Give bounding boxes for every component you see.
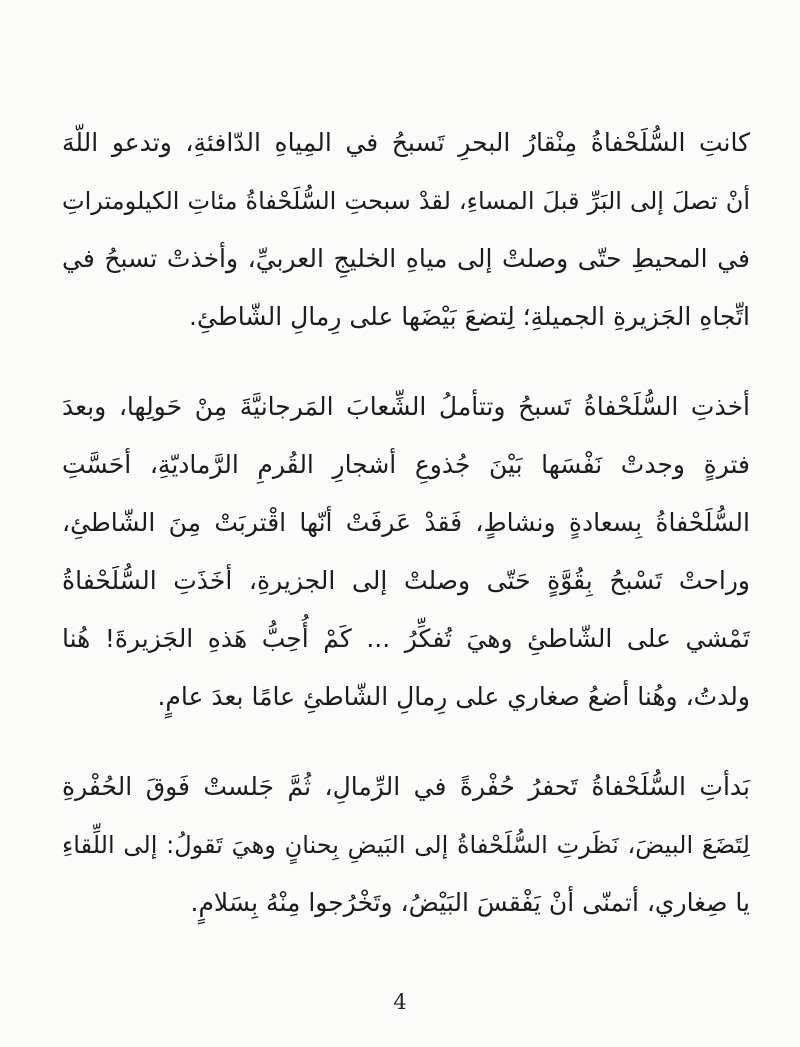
paragraph-line: السُّلَحْفاةُ بِسعادةٍ ونشاطٍ، فَقدْ عَرفَتْ أنّها اقْتربَتْ مِنَ الشّاطئِ، [62,508,750,537]
paragraph-line: لِتَضَعَ البيضَ، نَظَرتِ السُّلَحْفاةُ إلى البَيضِ بِحنانٍ وهيَ تَقولُ: إلى اللِّقاءِ [62,831,750,859]
paragraph-line: أخذتِ السُّلَحْفاةُ تَسبحُ وتتأملُ الشِّعابَ المَرجانيَّةَ مِنْ حَولِها، وبعدَ [62,392,750,421]
paragraph-line: يا صِغاري، أتمنّى أنْ يَفْقسَ البَيْضُ، وتَخْرُجوا مِنْهُ بِسَلامٍ. [190,888,750,917]
paragraph-line: تَمْشي على الشّاطئِ وهيَ تُفكِّرُ ... كَمْ أُحِبُّ هَذهِ الجَزيرةَ! هُنا [62,624,750,653]
paragraph-line: ولدتُ، وهُنا أضعُ صغاري على رِمالِ الشّاطئِ عامًا بعدَ عامٍ. [157,682,750,711]
paragraph-line: وراحتْ تَسْبحُ بِقُوَّةٍ حَتّى وصلتْ إلى الجزيرةِ، أخَذَتِ السُّلَحْفاةُ [62,566,750,595]
paragraph-1 [62,114,750,346]
paragraph-line: اتِّجاهِ الجَزيرةِ الجميلةِ؛ لِتضعَ بَيْضَها على رِمالِ الشّاطئِ. [189,302,750,331]
paragraph-line: فترةٍ وجدتْ نَفْسَها بَيْنَ جُذوعِ أشجارِ القُرمِ الرَّماديّةِ، أحَسَّتِ [62,450,750,479]
paragraph-line: بَدأتِ السُّلَحْفاةُ تَحفرُ حُفْرةً في الرِّمالِ، ثُمَّ جَلستْ فَوقَ الحُفْرةِ [62,772,750,801]
paragraph-line: كانتِ السُّلَحْفاةُ مِنْقارُ البحرِ تَسبحُ في المِياهِ الدّافئةِ، وتدعو اللّهَ [62,128,750,157]
paragraph-2 [62,378,750,726]
paragraph-3 [62,758,750,932]
paragraph-line: أنْ تصلَ إلى البَرِّ قبلَ المساءِ، لقدْ سبحتِ السُّلَحْفاةُ مئاتِ الكيلومتراتِ [62,187,750,215]
page-number: 4 [393,990,407,1014]
paragraph-line: في المحيطِ حتّى وصلتْ إلى مياهِ الخليجِ العربيِّ، وأخذتْ تسبحُ في [62,244,750,273]
